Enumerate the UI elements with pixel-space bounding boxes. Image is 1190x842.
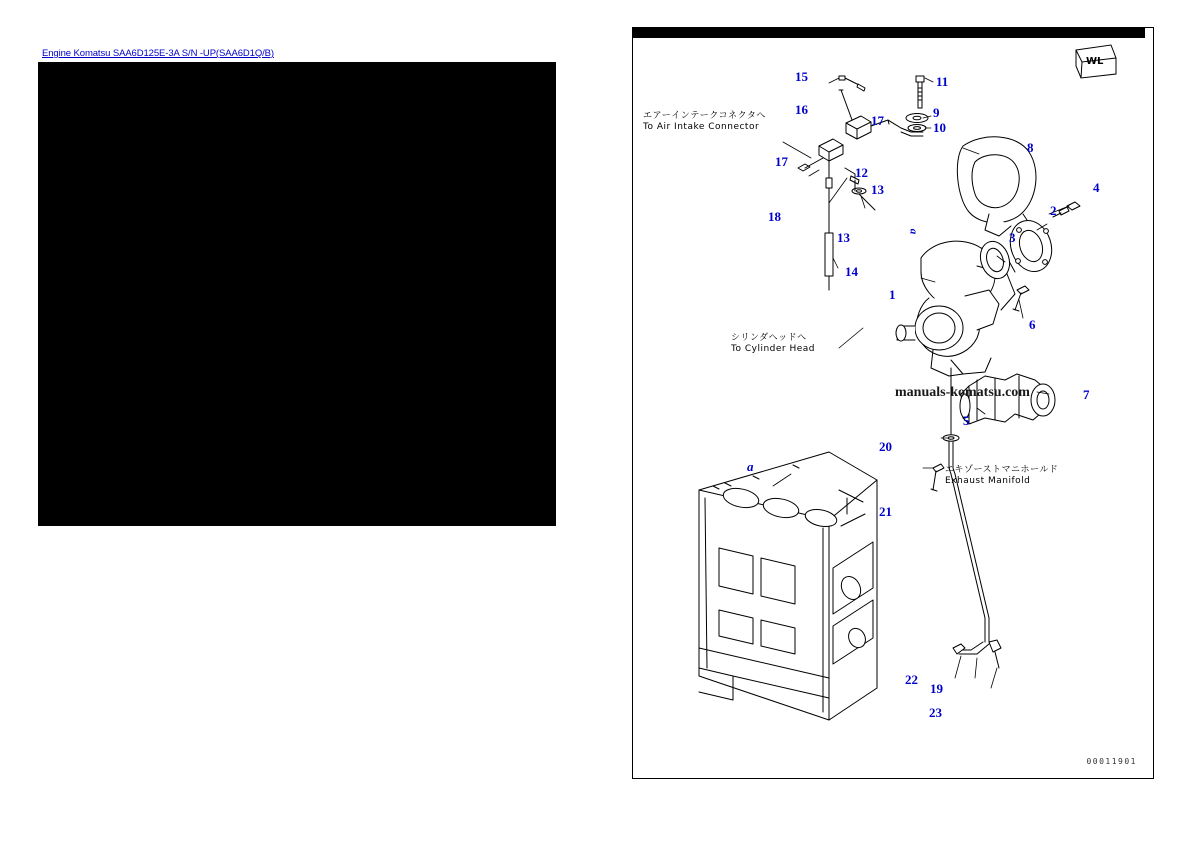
callout-22: 22 bbox=[905, 672, 918, 687]
callout-16: 16 bbox=[795, 102, 808, 117]
callout-4: 4 bbox=[1093, 180, 1100, 195]
callout-19: 19 bbox=[930, 681, 943, 696]
watermark-text: manuals-komatsu.com bbox=[895, 385, 1030, 400]
callout-6: 6 bbox=[1029, 317, 1036, 332]
wl-badge-label: WL bbox=[1086, 56, 1104, 67]
callout-10: 10 bbox=[933, 120, 946, 135]
callout-11: 11 bbox=[936, 74, 949, 89]
callout-2: 2 bbox=[1050, 203, 1057, 218]
letter-callout-a-block: a bbox=[747, 459, 754, 474]
callout-17-lower: 17 bbox=[775, 154, 788, 169]
callout-18: 18 bbox=[768, 209, 781, 224]
figure-code: 00011901 bbox=[1086, 757, 1137, 766]
callout-7: 7 bbox=[1083, 387, 1090, 402]
page-title-link[interactable]: Engine Komatsu SAA6D125E-3A S/N -UP(SAA6D1Q/B) bbox=[42, 48, 274, 59]
callout-15: 15 bbox=[795, 69, 808, 84]
callout-14: 14 bbox=[845, 264, 858, 279]
callout-9: 9 bbox=[933, 105, 940, 120]
preview-image-placeholder bbox=[38, 62, 556, 526]
callout-23: 23 bbox=[929, 705, 942, 720]
callout-12: 12 bbox=[855, 165, 868, 180]
callout-21: 21 bbox=[879, 504, 892, 519]
callout-5: 5 bbox=[963, 413, 970, 428]
callout-13-upper: 13 bbox=[871, 182, 884, 197]
left-preview-panel bbox=[38, 30, 556, 500]
letter-callout-a-pipe: a bbox=[907, 228, 920, 235]
diagram-drawing bbox=[633, 28, 1153, 778]
callout-20: 20 bbox=[879, 439, 892, 454]
annotation-to-air-intake-connector: エアーインテークコネクタへ To Air Intake Connector bbox=[643, 111, 766, 132]
callout-13-lower: 13 bbox=[837, 230, 850, 245]
callout-8: 8 bbox=[1027, 140, 1034, 155]
annotation-exhaust-manifold: エキゾーストマニホールド Exhaust Manifold bbox=[945, 465, 1059, 486]
callout-1: 1 bbox=[889, 287, 896, 302]
callout-17-upper: 17 bbox=[871, 113, 884, 128]
wl-badge bbox=[1076, 45, 1116, 77]
parts-diagram-panel bbox=[632, 27, 1154, 779]
callout-3: 3 bbox=[1009, 230, 1016, 245]
annotation-to-cylinder-head: シリンダヘッドへ To Cylinder Head bbox=[731, 333, 815, 354]
